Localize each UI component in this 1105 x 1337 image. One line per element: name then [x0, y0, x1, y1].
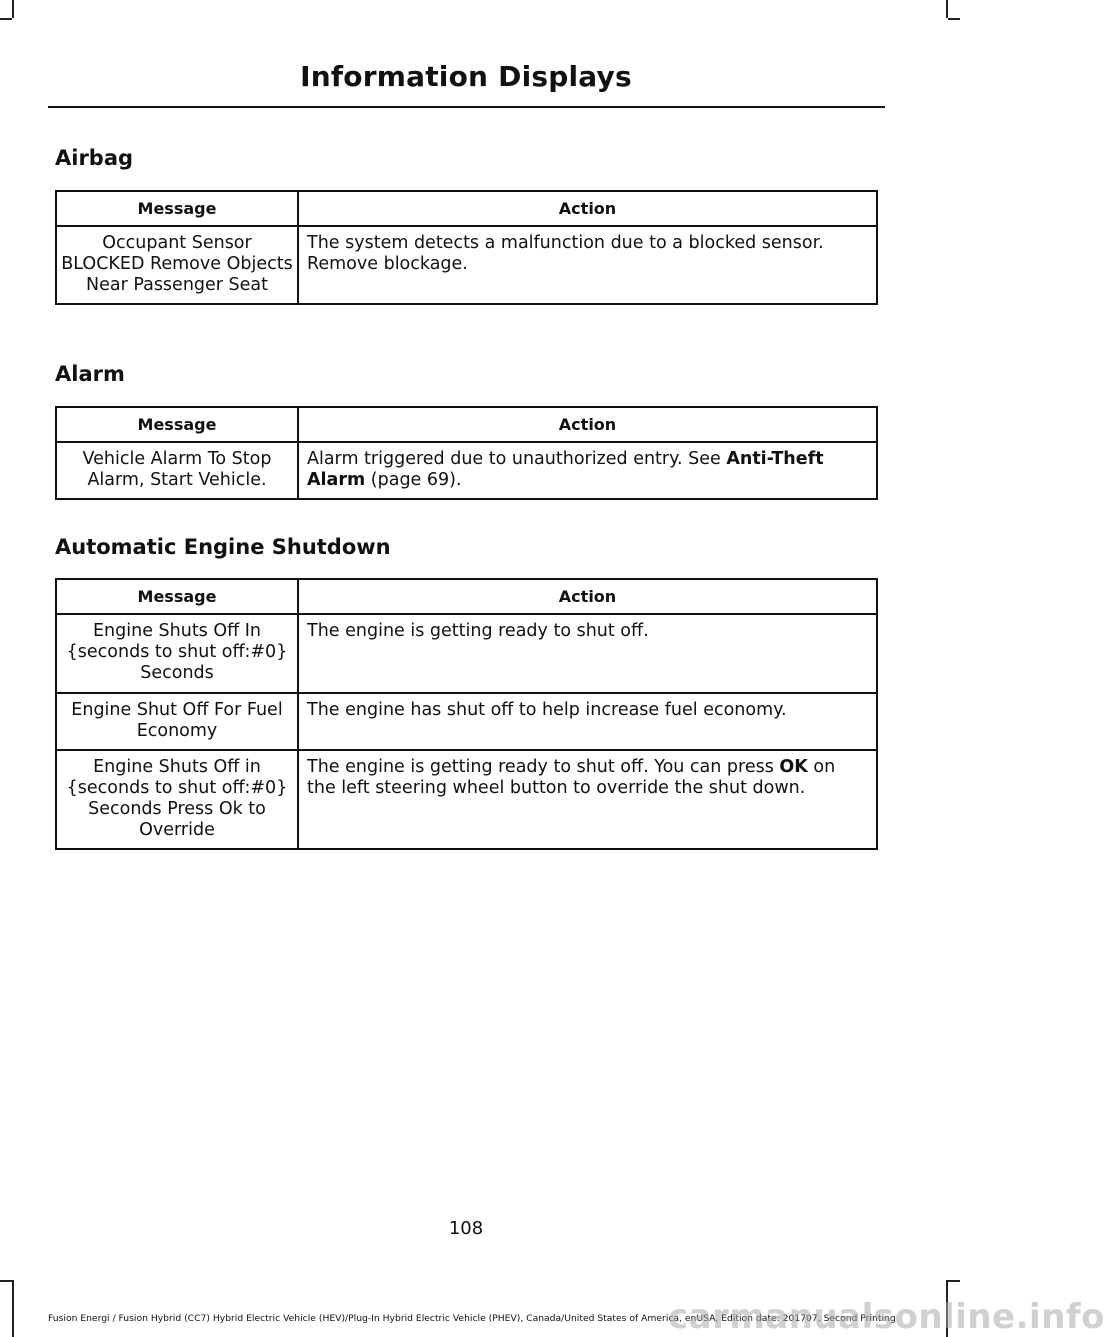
crop-mark-top-right-v	[946, 0, 948, 18]
crop-mark-top-left-v	[12, 0, 14, 18]
action-text: Alarm triggered due to unauthorized entry. See	[307, 449, 727, 469]
message-cell: Engine Shuts Off in {seconds to shut off:#0} Seconds Press Ok to Override	[56, 750, 298, 849]
crop-mark-top-right-h	[948, 18, 960, 20]
section-title-airbag: Airbag	[55, 146, 134, 170]
table-row	[56, 442, 877, 499]
page-number: 108	[448, 1218, 484, 1239]
alarm-table	[55, 406, 878, 500]
action-text-page-ref: (page 69).	[365, 470, 462, 490]
message-column-header: Message	[56, 191, 298, 226]
crop-mark-top-left-h	[0, 18, 12, 20]
crop-mark-bottom-right-h	[948, 1280, 960, 1282]
section-title-automatic-engine-shutdown: Automatic Engine Shutdown	[55, 535, 391, 559]
crop-mark-bottom-left-v	[12, 1280, 14, 1337]
action-cell	[298, 442, 877, 499]
message-cell: Engine Shut Off For Fuel Economy	[56, 693, 298, 750]
table-header-row	[56, 407, 877, 442]
message-column-header: Message	[56, 407, 298, 442]
message-cell: Vehicle Alarm To Stop Alarm, Start Vehicle.	[56, 442, 298, 499]
crop-mark-bottom-left-h	[0, 1280, 12, 1282]
action-text: The engine is getting ready to shut off. You can press	[307, 757, 780, 777]
engine-shutdown-table	[55, 578, 878, 850]
ok-button-label: OK	[779, 757, 808, 777]
page-title: Information Displays	[300, 60, 632, 93]
message-cell: Occupant Sensor BLOCKED Remove Objects Near Passenger Seat	[56, 226, 298, 304]
action-cell	[298, 750, 877, 849]
table-header-row	[56, 191, 877, 226]
table-row	[56, 226, 877, 304]
action-column-header: Action	[298, 579, 877, 614]
footer-text: Fusion Energi / Fusion Hybrid (CC7) Hybrid Electric Vehicle (HEV)/Plug-In Hybrid Electric Vehicle (PHEV), Canada/United States of America, enUSA, Edition date: 201707, Second Printing	[48, 1313, 896, 1324]
message-column-header: Message	[56, 579, 298, 614]
action-cell: The engine is getting ready to shut off.	[298, 614, 877, 693]
airbag-table	[55, 190, 878, 305]
section-title-alarm: Alarm	[55, 362, 125, 386]
table-row	[56, 750, 877, 849]
action-text-continued: on the left steering wheel button to override the shut down.	[307, 757, 836, 798]
table-row	[56, 614, 877, 693]
watermark: carmanualsonline.info	[668, 1297, 1105, 1337]
table-header-row	[56, 579, 877, 614]
message-cell: Engine Shuts Off In {seconds to shut off:#0} Seconds	[56, 614, 298, 693]
header-rule	[48, 106, 885, 108]
table-row	[56, 693, 877, 750]
action-cell: The system detects a malfunction due to a blocked sensor. Remove blockage.	[298, 226, 877, 304]
action-column-header: Action	[298, 191, 877, 226]
action-column-header: Action	[298, 407, 877, 442]
action-cell: The engine has shut off to help increase fuel economy.	[298, 693, 877, 750]
cross-reference-link[interactable]: Anti-Theft Alarm	[307, 449, 824, 490]
